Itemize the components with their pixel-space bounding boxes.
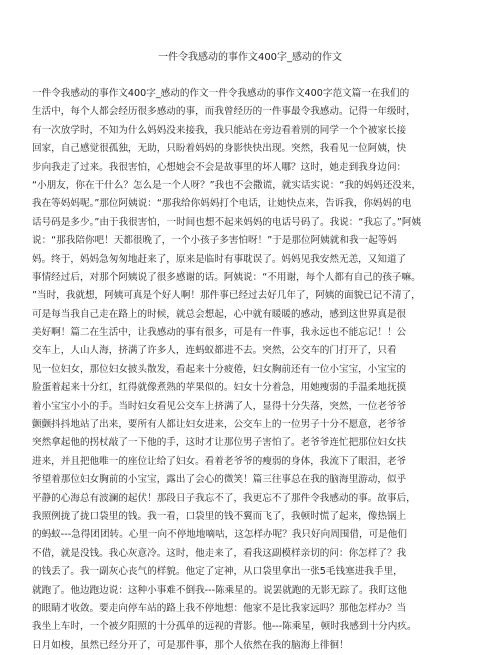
body-line: 的钱丢了。我一副灰心丧气的样貌。他定了定神，从口袋里拿出一张5毛钱塞进我手里， bbox=[32, 566, 403, 578]
body-line: 有一次放学时，不知为什么妈妈没来接我，我只能站在旁边看着别的同学一个个被家长接 bbox=[32, 124, 407, 136]
body-line: 美好啊！篇二在生活中，让我感动的事有很多，可是有一件事，我永远也不能忘记！！公 bbox=[32, 327, 407, 339]
body-line: 着小宝宝小小的手。当时妇女看见公交车上挤满了人，显得十分失落，突然，一位老爷爷 bbox=[32, 400, 407, 412]
body-line: “小朋友，你在干什么？怎么是一个人呀？”我也不会撒谎，就实话实说：“我的妈妈还没来， bbox=[32, 179, 422, 191]
body-line: 可是每当我自己走在路上的时候，就总会想起，心中就有暖暖的感动，感到这世界真是很 bbox=[32, 308, 407, 320]
body-line: 一件令我感动的事作文400字_感动的作文一件令我感动的事作文400字范文篇一在我们的 bbox=[32, 88, 410, 99]
body-line: 我照例拢了拢口袋里的钱。我一看，口袋里的钱不翼而飞了，我顿时慌了起来，像热锅上 bbox=[32, 510, 407, 522]
body-line: 步向我走了过来。我很害怕，心想她会不会是故事里的坏人哪？这时，她走到我身边问： bbox=[32, 161, 407, 173]
body-line: 日月如梭，虽然已经分开了，可是那件事，那个人依然在我的脑海上徘徊！ bbox=[32, 639, 349, 651]
body-line: 交车上，人山人海，挤满了许多人，连蚂蚁都进不去。突然，公交车的门打开了，只看 bbox=[32, 345, 397, 357]
body-line: 的眼睛才收敛。要走向停车站的路上我不停地想：他家不是比我家远吗？那他怎样办？当 bbox=[32, 602, 407, 614]
body-line: 就跑了。他边跑边说：这种小事难不倒我---陈乘星的。说罢就跑的无影无踪了。我盯这他 bbox=[32, 584, 407, 596]
body-line: 事情经过后，对那个阿姨说了很多感谢的话。阿姨说：“不用谢，每个人都有自己的孩子嘛。 bbox=[32, 271, 421, 283]
body-line: 话号码是多少。”由于我很害怕，一时间也想不起来妈妈的电话号码了。我说：“我忘了。”阿姨 bbox=[32, 216, 422, 228]
body-line: 我坐上车时，一个被夕阳照的十分孤单的远视的背影。他---陈乘星，顿时我感到十分内疚。 bbox=[32, 621, 417, 633]
body-line: 回家，自己感觉很孤独，无助，只盼着妈妈的身影快快出现。突然，我看见一位阿姨，快 bbox=[32, 143, 407, 155]
body-line: 进来，并且把他唯一的座位让给了妇女。看着老爷爷的瘦弱的身体，我流下了眼泪，老爷 bbox=[32, 455, 407, 467]
body-line: 生活中，每个人都会经历很多感动的事，而我曾经历的一件事最令我感动。记得一年级时， bbox=[32, 106, 416, 118]
body-line: 见一位妇女，那位妇女披头散发，看起来十分疲倦，妇女胸前还有一位小宝宝，小宝宝的 bbox=[32, 363, 407, 375]
body-line: 突然拿起他的拐杖敲了一下他的手，这时才让那位男子害怕了。老爷爷连忙把那位妇女扶 bbox=[32, 437, 407, 449]
body-line: 我在等妈妈呢。”那位阿姨说：“那我给你妈妈打个电话，让她快点来，告诉我，你妈妈的电 bbox=[32, 198, 412, 210]
body-line: 脸蛋着起来十分红，红得就像煮熟的苹果似的。妇女十分着急，用她瘦弱的手温柔地抚摸 bbox=[32, 382, 407, 394]
body-line: 不借，就是没钱。我心灰意冷。这时，他走来了，看我这副模样亲切的问：你怎样了？我 bbox=[32, 547, 407, 559]
body-line: 爷望着那位妇女胸前的小宝宝，露出了会心的微笑！篇三往事总在我的脑海里游动，似乎 bbox=[32, 474, 407, 486]
document-body bbox=[32, 85, 472, 655]
body-line: 说：“那我陪你吧！天都很晚了，一个小孩子多害怕呀！”于是那位阿姨就和我一起等妈 bbox=[32, 235, 397, 247]
body-line: ”当时，我就想，阿姨可真是个好人啊！那件事已经过去好几年了，阿姨的面貌已记不清了， bbox=[32, 290, 421, 302]
body-line: 颤颤抖抖地站了出来，要所有人都让妇女进来，公交车上的一位男子十分不愿意，老爷爷 bbox=[32, 419, 407, 431]
document-title: 一件令我感动的事作文400字_感动的作文 bbox=[157, 52, 343, 63]
body-line: 的蚂蚁---急得团团转。心里一向不停地地嘀咕，这怎样办呢？我只好向周围借，可是他们 bbox=[32, 529, 407, 541]
body-line: 妈。终于，妈妈急匆匆地赶来了，原来是临时有事耽误了。妈妈见我安然无恙，又知道了 bbox=[32, 253, 407, 265]
body-line: 平静的心海总有波澜的起伏！那段日子我忘不了，我更忘不了那件令我感动的事。故事后， bbox=[32, 492, 416, 504]
